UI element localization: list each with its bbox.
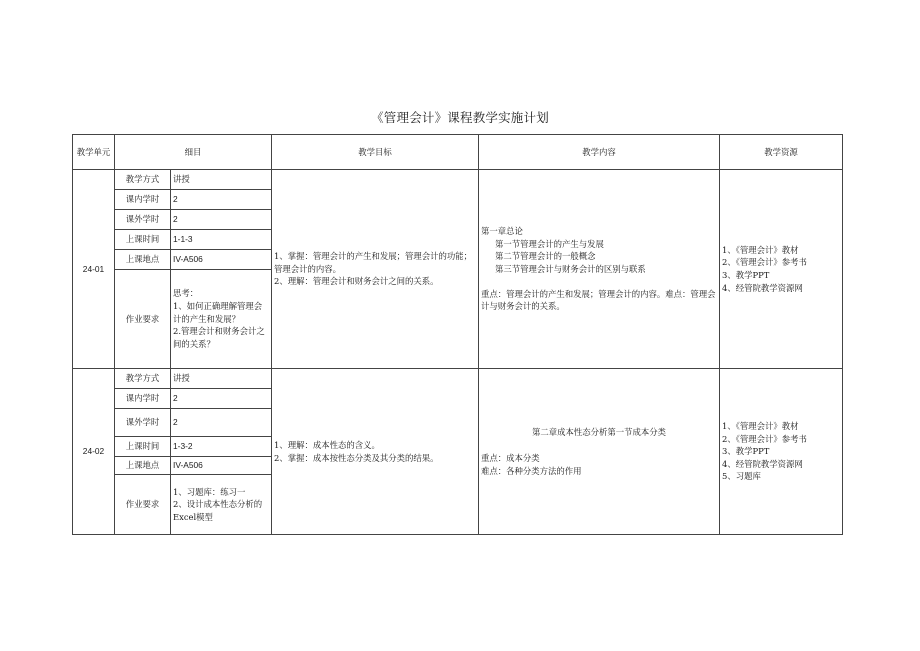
resource-item: 3、教学PPT <box>722 270 770 280</box>
teaching-content <box>479 170 720 369</box>
keypoints-line: 重点：成本分类 <box>481 453 540 464</box>
goal-line: 2、掌握：成本按性态分类及其分类的结果。 <box>274 452 439 463</box>
detail-label: 上课地点 <box>115 457 171 475</box>
resource-item: 1、《管理会计》教材 <box>722 420 799 431</box>
detail-label: 课内学时 <box>115 190 171 210</box>
detail-label: 课外学时 <box>115 409 171 437</box>
goal-line: 1、掌握：管理会计的产生和发展；管理会计的功能；管理会计的内容。 <box>274 251 472 274</box>
chapter-title: 第一章总论 <box>481 226 523 237</box>
homework-requirements <box>171 475 272 535</box>
homework-label: 作业要求 <box>115 475 171 535</box>
detail-value: 讲授 <box>171 369 272 389</box>
detail-value: 2 <box>171 190 272 210</box>
detail-label: 上课地点 <box>115 250 171 270</box>
homework-requirements <box>171 270 272 369</box>
detail-value: 讲授 <box>171 170 272 190</box>
table-row <box>73 170 843 190</box>
keypoints-line: 难点：各种分类方法的作用 <box>481 465 582 476</box>
resource-item: 4、经管院教学资源网 <box>722 282 803 293</box>
resource-item: 1、《管理会计》教材 <box>722 244 799 255</box>
teaching-resources <box>720 170 843 369</box>
homework-line: 2.管理会计和财务会计之间的关系？ <box>173 326 265 349</box>
teaching-content <box>479 369 720 535</box>
homework-line: 1、如何正确理解管理会计的产生和发展？ <box>173 301 263 324</box>
chapter-title: 第二章成本性态分析第一节成本分类 <box>532 426 666 437</box>
goal-line: 2、理解：管理会计和财务会计之间的关系。 <box>274 276 439 287</box>
detail-value: IV-A506 <box>171 250 272 270</box>
detail-label: 教学方式 <box>115 369 171 389</box>
detail-value: 1-1-3 <box>171 230 272 250</box>
resource-item: 3、教学PPT <box>722 446 770 457</box>
resource-item: 4、经管院教学资源网 <box>722 458 803 469</box>
table-row <box>73 369 843 389</box>
resource-item: 2、《管理会计》参考书 <box>722 257 807 268</box>
unit-code: 24-02 <box>73 369 115 535</box>
teaching-plan-table <box>72 134 843 535</box>
detail-value: 2 <box>171 409 272 437</box>
teaching-resources <box>720 369 843 535</box>
header-goal: 教学目标 <box>272 135 479 170</box>
detail-label: 课内学时 <box>115 389 171 409</box>
goal-line: 1、理解：成本性态的含义。 <box>274 439 380 450</box>
section-line: 第三节管理会计与财务会计的区别与联系 <box>495 264 646 274</box>
header-detail: 细目 <box>115 135 272 170</box>
detail-label: 上课时间 <box>115 230 171 250</box>
detail-value: IV-A506 <box>171 457 272 475</box>
resource-item: 2、《管理会计》参考书 <box>722 433 807 444</box>
homework-line: 2、设计成本性态分析的Excel模型 <box>173 499 263 522</box>
table-header-row <box>73 135 843 170</box>
teaching-goals <box>272 369 479 535</box>
detail-label: 教学方式 <box>115 170 171 190</box>
detail-label: 上课时间 <box>115 437 171 457</box>
detail-value: 1-3-2 <box>171 437 272 457</box>
detail-value: 2 <box>171 210 272 230</box>
detail-label: 课外学时 <box>115 210 171 230</box>
homework-line: 思考： <box>173 288 199 299</box>
unit-code: 24-01 <box>73 170 115 369</box>
detail-value: 2 <box>171 389 272 409</box>
header-unit: 教学单元 <box>73 135 115 170</box>
resource-item: 5、习题库 <box>722 471 761 482</box>
homework-line: 1、习题库：练习一 <box>173 486 246 497</box>
section-line: 第二节管理会计的一般概念 <box>495 251 596 262</box>
keypoints-line: 重点：管理会计的产生和发展；管理会计的内容。难点：管理会计与财务会计的关系。 <box>481 288 716 312</box>
section-line: 第一节管理会计的产生与发展 <box>495 238 604 249</box>
homework-label: 作业要求 <box>115 270 171 369</box>
page-title: 《管理会计》课程教学实施计划 <box>371 110 549 125</box>
header-content: 教学内容 <box>479 135 720 170</box>
teaching-goals <box>272 170 479 369</box>
header-resources: 教学资源 <box>720 135 843 170</box>
